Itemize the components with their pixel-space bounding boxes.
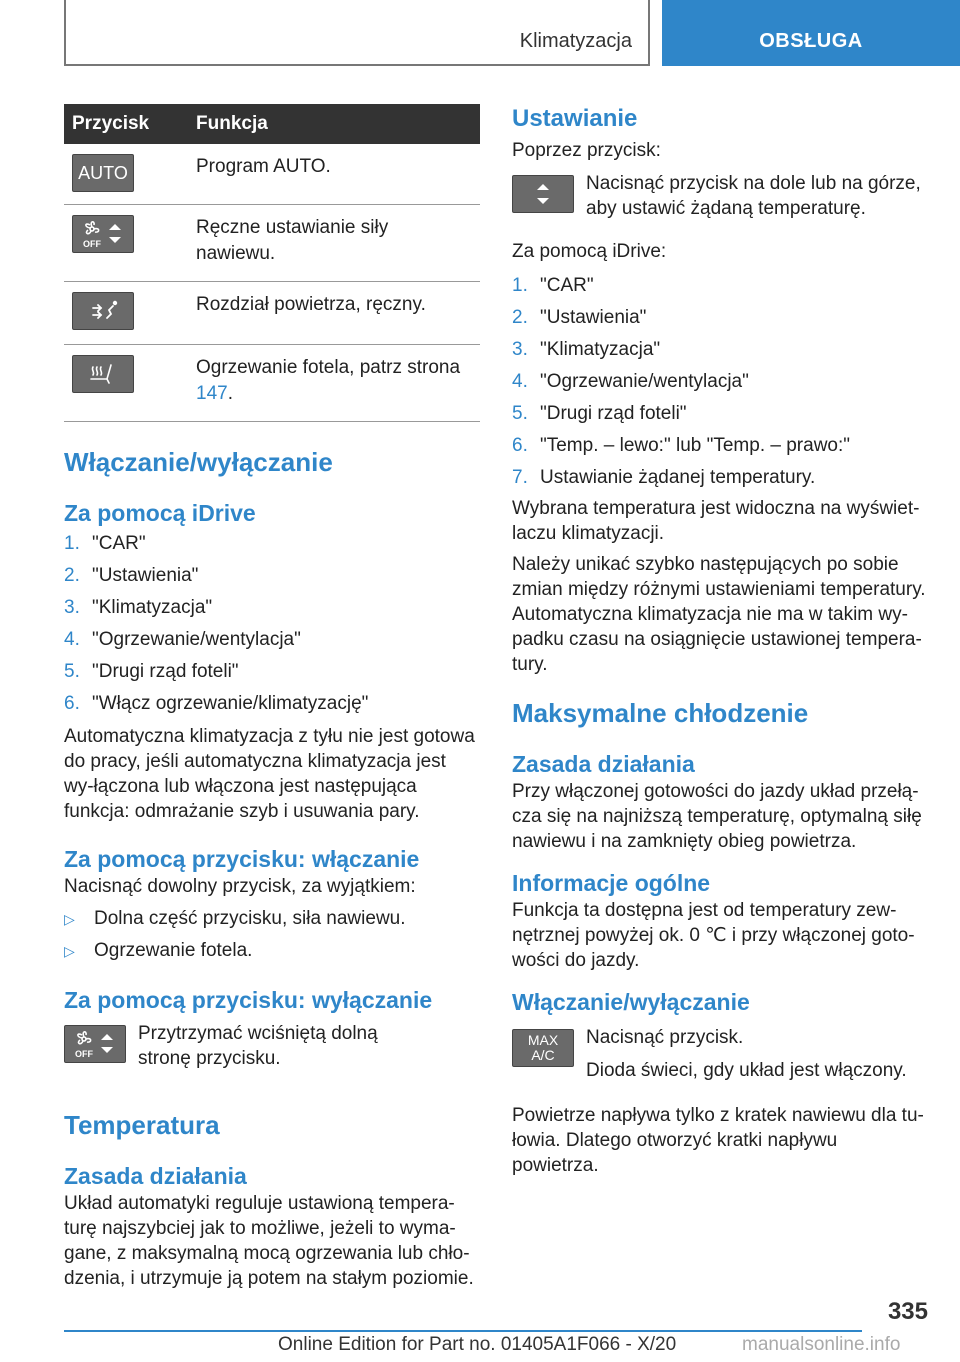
list-item: 7. Ustawianie żądanej temperatury.: [512, 467, 816, 488]
paragraph-air-flow: Powietrze napływa tylko z kratek nawiewu dla tu-łowia. Dlatego otworzyć kratki napływu powietrza.: [512, 1105, 924, 1176]
right-column: [512, 104, 928, 1178]
heading-max-cooling: Maksymalne chłodzenie: [512, 698, 809, 728]
header-chapter-tab: OBSŁUGA: [662, 0, 960, 66]
paragraph-auto-not-ready: Automatyczna klimatyzacja z tyłu nie jest gotowa do pracy, jeśli automatyczna klimatyzacja jest wy-łączona lub włączona jest następująca funkcja: odmrażanie szyb i usuwania pary.: [64, 725, 475, 822]
idrive-steps-list: [512, 270, 928, 494]
triangle-bullet-icon: ▷: [64, 910, 75, 927]
list-item: 5. "Drugi rząd foteli": [64, 660, 239, 682]
exceptions-list: [64, 903, 480, 967]
page-link[interactable]: 147: [196, 382, 228, 404]
paragraph-hold-lower: Przytrzymać wciśniętą dolną stronę przycisku.: [138, 1022, 378, 1069]
footer-divider: [64, 1330, 862, 1332]
idrive-steps-list: [64, 528, 480, 720]
max-ac-button-icon: MAX A/C: [512, 1029, 574, 1067]
heading-setting: Ustawianie: [512, 105, 638, 132]
max-ac-row: [512, 1025, 928, 1083]
page-number: 335: [887, 1298, 928, 1325]
left-column: [64, 104, 480, 1291]
max-ac-text: [586, 1025, 907, 1083]
table-row: [64, 204, 480, 281]
updown-row: [512, 171, 928, 221]
list-item: ▷ Dolna część przycisku, siła nawiewu.: [64, 903, 480, 935]
paragraph-selected-temp: Wybrana temperatura jest widoczna na wyświet-laczu klimatyzacji.: [512, 498, 920, 544]
list-item: ▷ Ogrzewanie fotela.: [64, 935, 480, 967]
list-item: 5. "Drugi rząd foteli": [512, 403, 687, 424]
paragraph-via-idrive: Za pomocą iDrive:: [512, 241, 667, 262]
paragraph-press-updown: Nacisnąć przycisk na dole lub na górze, aby ustawić żądaną temperaturę.: [586, 173, 921, 219]
temperature-updown-button-icon: [512, 175, 574, 213]
table-header-button: Przycisk: [64, 104, 188, 144]
table-row: [64, 281, 480, 344]
auto-button-icon: AUTO: [72, 154, 134, 192]
paragraph-press-any: Nacisnąć dowolny przycisk, za wyjątkiem:: [64, 875, 416, 897]
table-row: [64, 344, 480, 421]
paragraph-avoid-changes: Należy unikać szybko następujących po sobie zmian między różnymi ustawieniami temperatury. Automatyczna klimatyzacja nie ma w takim wy-padku czasu na osiągnięcie ustawionej tempera-tury.: [512, 554, 926, 675]
list-item: 6. "Temp. – lewo:" lub "Temp. – prawo:": [512, 435, 851, 456]
table-row: [64, 144, 480, 204]
triangle-bullet-icon: ▷: [64, 942, 75, 959]
list-item: 2. "Ustawienia": [512, 307, 647, 328]
heading-on-off: Włączanie/wyłączanie: [64, 446, 333, 477]
list-item: 1. "CAR": [64, 532, 146, 554]
list-item: 4. "Ogrzewanie/wentylacja": [64, 628, 301, 650]
list-item: 4. "Ogrzewanie/wentylacja": [512, 371, 749, 392]
paragraph-led-on: Dioda świeci, gdy układ jest włączony.: [586, 1060, 907, 1081]
heading-principle: Zasada działania: [512, 751, 695, 777]
footer-watermark-logo: manualsonline.info: [742, 1334, 901, 1355]
off-label: OFF: [75, 1048, 93, 1059]
button-function-table: [64, 104, 480, 422]
paragraph-press-button: Nacisnąć przycisk.: [586, 1027, 744, 1048]
off-label: OFF: [83, 238, 101, 249]
heading-temperature: Temperatura: [64, 1109, 220, 1140]
paragraph-via-button: Poprzez przycisk:: [512, 140, 661, 161]
paragraph-general-info: Funkcja ta dostępna jest od temperatury zew-nętrznej powyżej ok. 0 ℃ i przy włączonej goto-wości do jazdy.: [512, 900, 915, 971]
list-item: 2. "Ustawienia": [64, 564, 199, 586]
list-item: 3. "Klimatyzacja": [512, 339, 661, 360]
seat-heating-button-icon: [72, 355, 134, 393]
fan-off-button-icon: [64, 1025, 126, 1063]
table-cell: Program AUTO.: [188, 144, 480, 204]
paragraph-principle: Układ automatyki reguluje ustawioną tempera-turę najszybciej jak to możliwe, jeżeli to wyma-gane, z maksymalną mocą ogrzewania lub chło-dzenia, i utrzymuje ją potem na stałym poziomie.: [64, 1192, 474, 1289]
heading-general-info: Informacje ogólne: [512, 870, 711, 896]
table-cell: Ogrzewanie fotela, patrz strona 147.: [188, 344, 480, 421]
list-item: 6. "Włącz ogrzewanie/klimatyzację": [64, 692, 369, 714]
paragraph-max-principle: Przy włączonej gotowości do jazdy układ przełą-cza się na najniższą temperaturę, optymalną siłę nawiewu i na zamknięty obieg powietrza.: [512, 781, 922, 852]
heading-principle: Zasada działania: [64, 1162, 247, 1189]
fan-off-button-icon: [72, 215, 134, 253]
heading-on-off: Włączanie/wyłączanie: [512, 989, 750, 1015]
heading-button-on: Za pomocą przycisku: włączanie: [64, 845, 420, 872]
heading-button-off: Za pomocą przycisku: wyłączanie: [64, 986, 433, 1013]
table-cell: Ręczne ustawianie siły nawiewu.: [188, 204, 480, 281]
footer-edition: Online Edition for Part no. 01405A1F066 - X/20: [278, 1334, 677, 1355]
list-item: 3. "Klimatyzacja": [64, 596, 213, 618]
hold-off-row: [64, 1021, 480, 1071]
air-distribution-button-icon: [72, 292, 134, 330]
table-header-function: Funkcja: [188, 104, 480, 144]
heading-via-idrive: Za pomocą iDrive: [64, 499, 256, 526]
table-cell: Rozdział powietrza, ręczny.: [188, 281, 480, 344]
list-item: 1. "CAR": [512, 275, 594, 296]
header-section-title: Klimatyzacja: [519, 30, 632, 52]
